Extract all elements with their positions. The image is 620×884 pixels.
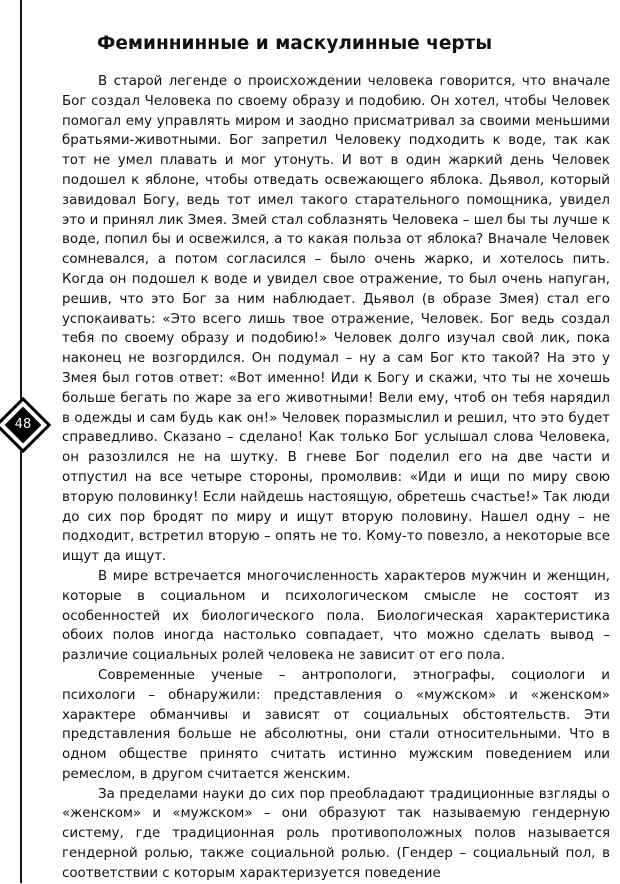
paragraph-scientists: Современные ученые – антропологи, этнографы, социологи и психологи – обнаружили: представления о «мужском» и «женском» характере обманчивы и зависят от социальных обстоятельств. Эти представления больше не абсолютны, они стали относительными. Что в одном обществе принято считать истинно мужским поведением или ремеслом, в другом считается женским.	[62, 667, 610, 782]
body-text	[62, 72, 610, 884]
page-number: 48	[14, 417, 32, 432]
paragraph-characters: В мире встречается многочисленность характеров мужчин и женщин, которые в социальном и психологическом смысле не состоят из особенностей их биологического пола. Биологическая характеристика обоих полов иногда настолько совпадает, что можно сделать вывод – различие социальных ролей человека не зависит от его пола.	[62, 568, 610, 664]
paragraph-legend: В старой легенде о происхождении человека говорится, что вначале Бог создал Человека по своему образу и подобию. Он хотел, чтобы Человек помогал ему управлять миром и заодно присматривал за своими меньшими братьями-животными. Бог запретил Человеку подходить к воде, так как тот не умел плавать и мог утонуть. И вот в один жаркий день Человек подошел к яблоне, чтобы отведать освежающего яблока. Дьявол, который завидовал Богу, ведь тот имел такого старательного помощника, увидел это и принял лик Змея. Змей стал соблазнять Человека – шел бы ты лучше к воде, попил бы и освежился, а то какая польза от яблока? Вначале Человек сомневался, а потом согласился – было очень жарко, и хотелось пить. Когда он подошел к воде и увидел свое отражение, то был очень напуган, решив, что это Бог за ним наблюдает. Дьявол (в образе Змея) стал его успокаивать: «Это всего лишь твое отражение, Человек. Бог ведь создал тебя по своему образу и подобию!» Человек долго изучал свой лик, пока наконец не возгордился. Он подумал – ну а сам Бог кто такой? На это у Змея был готов ответ: «Вот именно! Иди к Богу и скажи, что ты не хочешь больше бегать по жаре за его животными! Вели ему, чтоб он тебя нарядил в одежды и сам будь как он!» Человек поразмыслил и решил, что это будет справедливо. Сказано – сделано! Как только Бог услышал слова Человека, он разозлился не на шутку. В гневе Бог поделил его на две части и отпустил на все четыре стороны, промолвив: «Иди и ищи по миру свою вторую половинку! Если найдешь настоящую, обретешь счастье!» Так люди до сих пор бродят по миру и ищут вторую половину. Нашел одну – не подходит, встретил вторую – опять не то. Кому-то повезло, а некоторые все ищут да ищут.	[62, 74, 610, 565]
section-title: Феминнинные и маскулинные черты	[97, 33, 493, 54]
paragraph-gender-system: За пределами науки до сих пор преобладают традиционные взгляды о «женском» и «мужском» – они образуют так называемую гендерную систему, где традиционная роль противоположных полов называется гендерной ролью, также социальной ролью. (Гендер – социальный пол, в соответствии с которым характеризуется поведение	[62, 786, 610, 881]
